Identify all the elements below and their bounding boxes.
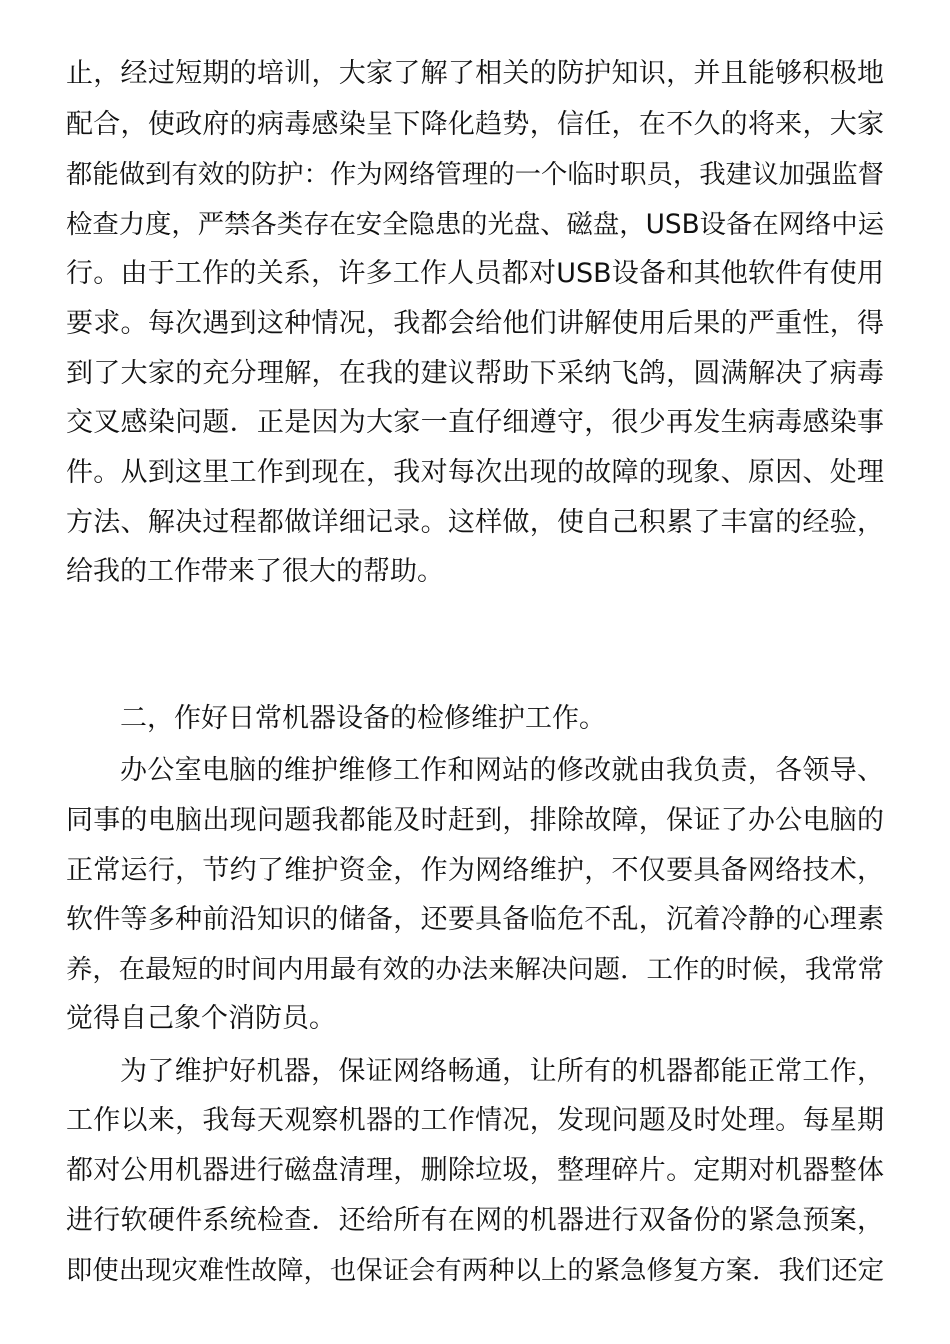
paragraph-line: 行。由于工作的关系，许多工作人员都对USB设备和其他软件有使用	[66, 258, 884, 289]
paragraph-line: 进行软硬件系统检查．还给所有在网的机器进行双备份的紧急预案，	[66, 1205, 884, 1236]
section-heading: 二，作好日常机器设备的检修维护工作。	[120, 703, 606, 734]
paragraph-line: 给我的工作带来了很大的帮助。	[66, 556, 444, 587]
paragraph-line: 觉得自己象个消防员。	[66, 1003, 336, 1034]
paragraph-line: 即使出现灾难性故障，也保证会有两种以上的紧急修复方案．我们还定	[66, 1256, 884, 1286]
paragraph-line: 都能做到有效的防护：作为网络管理的一个临时职员，我建议加强监督	[66, 160, 884, 190]
paragraph-line: 同事的电脑出现问题我都能及时赶到，排除故障，保证了办公电脑的	[66, 805, 884, 836]
paragraph-line: 到了大家的充分理解，在我的建议帮助下采纳飞鸽，圆满解决了病毒	[66, 358, 884, 389]
paragraph-line: 正常运行，节约了维护资金，作为网络维护，不仅要具备网络技术，	[66, 855, 884, 886]
paragraph-line: 都对公用机器进行磁盘清理，删除垃圾，整理碎片。定期对机器整体	[66, 1155, 884, 1186]
paragraph-line: 工作以来，我每天观察机器的工作情况，发现问题及时处理。每星期	[66, 1105, 884, 1136]
paragraph-line: 止，经过短期的培训，大家了解了相关的防护知识，并且能够积极地	[66, 58, 884, 89]
paragraph-line: 交叉感染问题．正是因为大家一直仔细遵守，很少再发生病毒感染事	[66, 407, 884, 438]
paragraph-line: 配合，使政府的病毒感染呈下降化趋势，信任，在不久的将来，大家	[66, 109, 884, 140]
paragraph-line: 要求。每次遇到这种情况，我都会给他们讲解使用后果的严重性，得	[66, 308, 884, 339]
paragraph-line: 软件等多种前沿知识的储备，还要具备临危不乱，沉着冷静的心理素	[66, 904, 884, 935]
paragraph-line: 检查力度，严禁各类存在安全隐患的光盘、磁盘，USB设备在网络中运	[66, 210, 885, 240]
paragraph-line: 办公室电脑的维护维修工作和网站的修改就由我负责，各领导、	[120, 755, 884, 786]
paragraph-line: 养，在最短的时间内用最有效的办法来解决问题．工作的时候，我常常	[66, 955, 884, 985]
paragraph-line: 方法、解决过程都做详细记录。这样做，使自己积累了丰富的经验，	[66, 507, 884, 538]
paragraph-line: 为了维护好机器，保证网络畅通，让所有的机器都能正常工作，	[120, 1056, 884, 1087]
paragraph-line: 件。从到这里工作到现在，我对每次出现的故障的现象、原因、处理	[66, 457, 884, 488]
